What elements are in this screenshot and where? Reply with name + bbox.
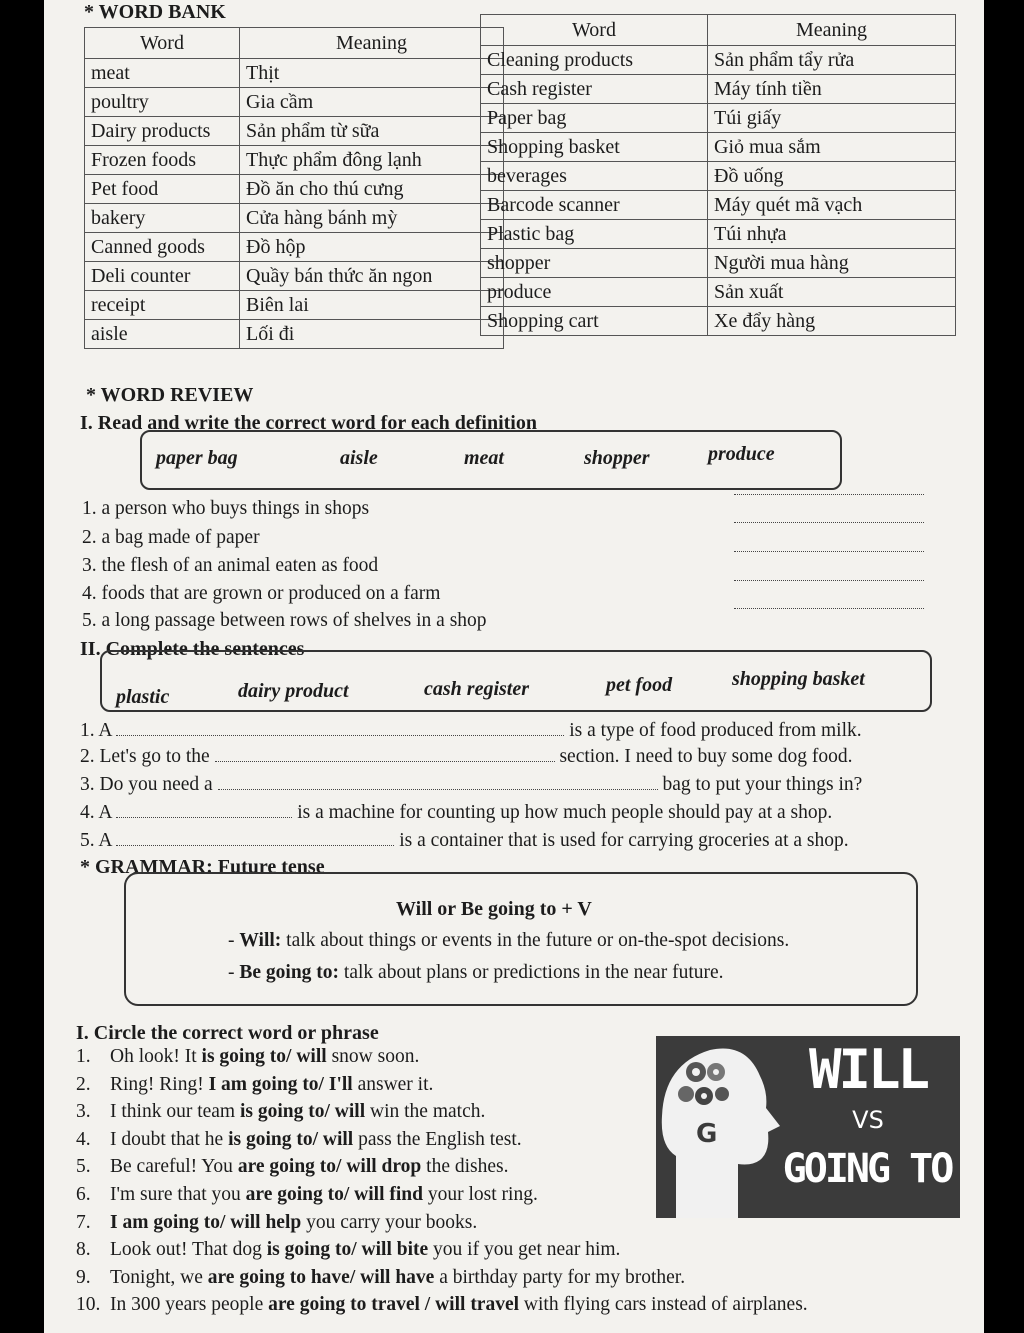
exercise-item [76,1156,508,1178]
word-cell: Shopping basket [481,133,708,162]
worksheet-page [44,0,984,1333]
column-header-meaning: Meaning [708,15,956,46]
word-cell: Cleaning products [481,46,708,75]
word-bank-row [481,249,956,278]
meaning-cell: Lối đi [240,320,504,349]
image-text-will: WILL [808,1038,928,1101]
rule-text: talk about things or events in the future or on-the-spot decisions. [286,930,790,951]
word-option: shopping basket [732,668,865,690]
item-text: your lost ring. [422,1184,538,1205]
sentence-end: is a machine for counting up how much people should pay at a shop. [297,802,833,823]
answer-blank[interactable] [734,551,924,552]
item-text: I'm sure that you [110,1184,246,1205]
word-cell: Deli counter [85,262,240,291]
item-number: 9. [76,1266,91,1288]
meaning-cell: Sản xuất [708,278,956,307]
answer-blank[interactable] [116,845,394,846]
choice-phrase[interactable]: is going to/ will [201,1046,327,1067]
definition-item: 2. a bag made of paper [82,527,260,548]
word-bank-row [481,104,956,133]
rule-going-to: - Be going to: talk about plans or predictions in the near future. [228,962,724,983]
sentence-end: is a type of food produced from milk. [569,720,862,741]
meaning-cell: Túi nhựa [708,220,956,249]
word-cell: Frozen foods [85,146,240,175]
rule-will: - Will: talk about things or events in the future or on-the-spot decisions. [228,930,790,951]
meaning-cell: Cửa hàng bánh mỳ [240,204,504,233]
item-text: pass the English test. [353,1128,522,1150]
word-bank-row [481,133,956,162]
item-number: 1. [76,1046,91,1067]
word-cell: Canned goods [85,233,240,262]
meaning-cell: Biên lai [240,291,504,320]
word-cell: beverages [481,162,708,191]
item-text: answer it. [352,1073,434,1095]
answer-blank[interactable] [116,817,292,818]
word-bank-row [481,162,956,191]
word-bank-row [85,117,504,146]
sentence-start: 2. Let's go to the [80,746,210,767]
word-review-heading: * WORD REVIEW [86,384,254,406]
exercise-title: I. Circle the correct word or phrase [76,1022,379,1044]
item-number: 8. [76,1239,91,1261]
grammar-rule-box [124,872,918,1006]
column-header-word: Word [85,28,240,59]
word-bank-row [481,307,956,336]
sentence-start: 4. A [80,802,112,823]
word-bank-row [85,233,504,262]
word-bank-row [481,220,956,249]
sentence-item [80,720,862,742]
item-number: 2. [76,1073,91,1095]
grammar-heading: * GRAMMAR: Future tense [80,856,325,878]
sentence-start: 5. A [80,830,112,851]
answer-blank[interactable] [734,522,924,523]
exercise-item [76,1294,808,1316]
answer-blank[interactable] [734,494,924,495]
exercise-item [76,1184,538,1206]
item-text: Oh look! It [110,1046,202,1067]
meaning-cell: Sản phẩm từ sữa [240,117,504,146]
choice-phrase[interactable]: are going to have/ will have [207,1266,435,1288]
exercise-item [76,1267,685,1289]
item-number: 10. [76,1294,101,1316]
item-text: I think our team [110,1101,240,1123]
item-text: you if you get near him. [428,1239,621,1261]
word-bank-row [85,146,504,175]
exercise-item [76,1212,477,1234]
item-text: you carry your books. [301,1211,478,1233]
word-option: produce [708,443,775,465]
word-option: plastic [116,686,170,708]
word-bank-row [85,262,504,291]
word-bank-table-right [480,14,956,336]
sentence-start: 3. Do you need a [80,774,213,795]
choice-phrase[interactable]: is going to/ will [228,1128,354,1150]
word-cell: meat [85,59,240,88]
meaning-cell: Sản phẩm tẩy rửa [708,46,956,75]
word-cell: aisle [85,320,240,349]
word-bank-row [85,291,504,320]
choice-phrase[interactable]: is going to/ will bite [266,1239,429,1261]
word-cell: Dairy products [85,117,240,146]
word-cell: Barcode scanner [481,191,708,220]
word-bank-heading: * WORD BANK [84,1,226,23]
meaning-cell: Đồ hộp [240,233,504,262]
exercise-item [76,1129,522,1151]
answer-blank[interactable] [218,789,658,790]
rule-label: Be going to: [239,962,340,983]
item-text: Be careful! You [110,1156,238,1178]
word-cell: produce [481,278,708,307]
word-cell: Paper bag [481,104,708,133]
answer-blank[interactable] [116,735,564,736]
item-text: Look out! That dog [110,1239,267,1261]
item-text: win the match. [365,1101,486,1123]
column-header-word: Word [481,15,708,46]
meaning-cell: Đồ uống [708,162,956,191]
sentence-end: is a container that is used for carrying groceries at a shop. [399,830,849,851]
word-cell: shopper [481,249,708,278]
item-number: 6. [76,1184,91,1205]
meaning-cell: Gia cầm [240,88,504,117]
meaning-cell: Máy tính tiền [708,75,956,104]
item-text: with flying cars instead of airplanes. [519,1294,808,1316]
answer-blank[interactable] [734,608,924,609]
word-option: shopper [584,447,650,469]
item-text: I doubt that he [110,1128,229,1150]
sentence-start: 1. A [80,720,112,741]
word-bank-row [481,278,956,307]
item-text: the dishes. [421,1156,509,1178]
item-number: 4. [76,1128,91,1150]
word-bank-row [85,175,504,204]
meaning-cell: Quầy bán thức ăn ngon [240,262,504,291]
sentence-item [80,802,832,824]
word-bank-row [85,59,504,88]
item-text: In 300 years people [110,1294,269,1316]
image-text-going-to: GOING TO [782,1146,952,1192]
word-bank-table-left [84,27,504,349]
word-option: pet food [606,674,673,696]
definition-item: 3. the flesh of an animal eaten as food [82,555,379,576]
answer-blank[interactable] [734,580,924,581]
meaning-cell: Máy quét mã vạch [708,191,956,220]
choice-phrase[interactable]: is going to/ will [239,1101,366,1123]
item-text: a birthday party for my brother. [434,1266,686,1288]
word-bank-row [85,204,504,233]
meaning-cell: Người mua hàng [708,249,956,278]
word-option: cash register [424,678,529,700]
item-text: snow soon. [326,1046,420,1067]
item-number: 5. [76,1156,91,1178]
item-number: 7. [76,1211,91,1233]
word-cell: receipt [85,291,240,320]
column-header-meaning: Meaning [240,28,504,59]
sentence-item [80,830,849,852]
word-cell: poultry [85,88,240,117]
item-text: Ring! Ring! [110,1073,209,1095]
meaning-cell: Thực phẩm đông lạnh [240,146,504,175]
item-text: Tonight, we [110,1266,208,1288]
choice-phrase[interactable]: I am going to/ I'll [208,1073,353,1095]
exercise-item [76,1046,419,1068]
word-bank-row [481,191,956,220]
sentence-end: section. I need to buy some dog food. [559,746,853,767]
word-cell: Plastic bag [481,220,708,249]
word-cell: Shopping cart [481,307,708,336]
grammar-box-title: Will or Be going to + V [396,898,592,920]
word-cell: Pet food [85,175,240,204]
choice-phrase[interactable]: I am going to/ will help [110,1211,302,1233]
word-bank-row [481,75,956,104]
word-bank-row [85,320,504,349]
word-cell: bakery [85,204,240,233]
word-option: paper bag [156,447,238,469]
sentence-end: bag to put your things in? [662,774,863,795]
definition-item: 5. a long passage between rows of shelves in a shop [82,610,487,631]
choice-phrase[interactable]: are going to/ will drop [237,1156,422,1178]
rule-text: talk about plans or predictions in the near future. [343,962,724,983]
definition-item: 4. foods that are grown or produced on a farm [82,583,441,604]
meaning-cell: Thịt [240,59,504,88]
exercise-item [76,1101,485,1123]
word-option: aisle [340,447,378,469]
word-bank-row [481,46,956,75]
part1-title: I. Read and write the correct word for each definition [80,412,537,434]
will-vs-going-to-image [656,1036,960,1218]
word-bank-row [85,88,504,117]
rule-label: Will: [239,930,282,951]
exercise-item [76,1239,620,1261]
meaning-cell: Đồ ăn cho thú cưng [240,175,504,204]
svg-text:G: G [696,1119,718,1149]
meaning-cell: Xe đẩy hàng [708,307,956,336]
word-option: dairy product [238,680,349,702]
part2-title: II. Complete the sentences [80,638,305,660]
word-cell: Cash register [481,75,708,104]
answer-blank[interactable] [215,761,555,762]
word-option: meat [464,447,504,469]
part1-word-box [140,430,842,490]
image-text-vs: VS [852,1106,884,1134]
meaning-cell: Giỏ mua sắm [708,133,956,162]
choice-phrase[interactable]: are going to/ will find [245,1184,423,1205]
definition-item: 1. a person who buys things in shops [82,498,370,519]
sentence-item [80,774,862,796]
sentence-item [80,746,852,768]
exercise-item [76,1074,433,1096]
meaning-cell: Túi giấy [708,104,956,133]
choice-phrase[interactable]: are going to travel / will travel [268,1294,520,1316]
item-number: 3. [76,1101,91,1123]
part2-word-box [100,650,932,712]
